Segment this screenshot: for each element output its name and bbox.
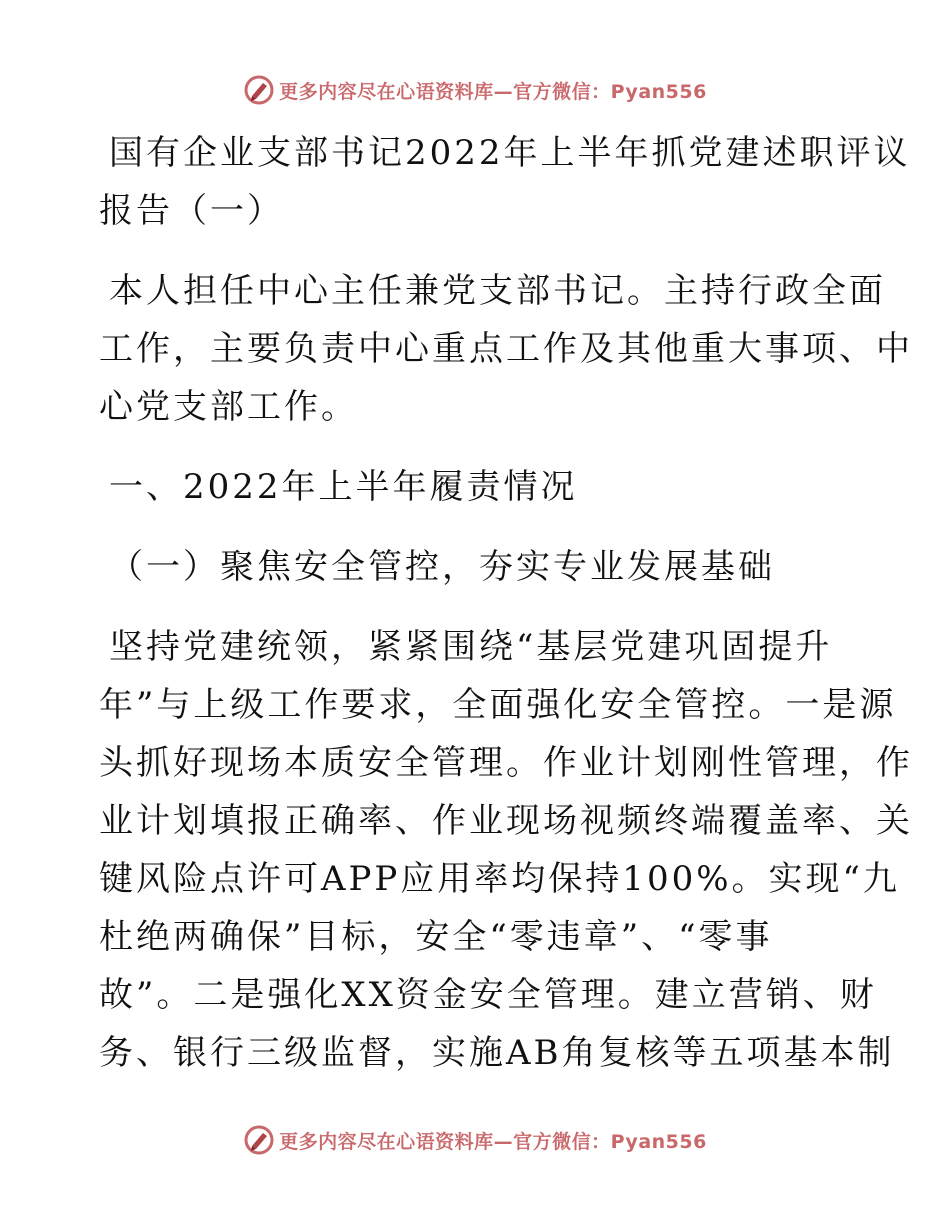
body-line: 业计划填报正确率、作业现场视频终端覆盖率、关 (99, 801, 913, 841)
body-line: 键风险点许可APP应用率均保持100%。实现“九 (99, 859, 900, 899)
document-body (99, 124, 913, 1082)
body-line: 杜绝两确保”目标，安全“零违章”、“零事 (99, 917, 773, 957)
footer-watermark (0, 1122, 950, 1158)
pen-logo-icon (243, 1124, 275, 1156)
body-line: 头抓好现场本质安全管理。作业计划刚性管理，作 (99, 743, 913, 783)
header-watermark (0, 72, 950, 108)
title-line: 报告（一） (99, 191, 284, 231)
title-line: 国有企业支部书记2022年上半年抓党建述职评议 (109, 133, 911, 173)
body-line: 坚持党建统领，紧紧围绕“基层党建巩固提升 (109, 627, 833, 667)
section-heading: 一、2022年上半年履责情况 (109, 467, 578, 507)
subsection-heading: （一）聚焦安全管控，夯实专业发展基础 (109, 547, 775, 587)
intro-line: 工作，主要负责中心重点工作及其他重大事项、中 (99, 329, 913, 369)
intro-line: 心党支部工作。 (99, 387, 358, 427)
body-line: 故”。二是强化XX资金安全管理。建立营销、财 (99, 975, 877, 1015)
watermark-text: 更多内容尽在心语资料库—官方微信：Pyan556 (279, 80, 707, 103)
body-line: 年”与上级工作要求，全面强化安全管控。一是源 (99, 685, 897, 725)
pen-logo-icon (243, 74, 275, 106)
watermark-text: 更多内容尽在心语资料库—官方微信：Pyan556 (279, 1130, 707, 1153)
intro-line: 本人担任中心主任兼党支部书记。主持行政全面 (109, 271, 886, 311)
body-line: 务、银行三级监督，实施AB角复核等五项基本制 (99, 1033, 895, 1073)
